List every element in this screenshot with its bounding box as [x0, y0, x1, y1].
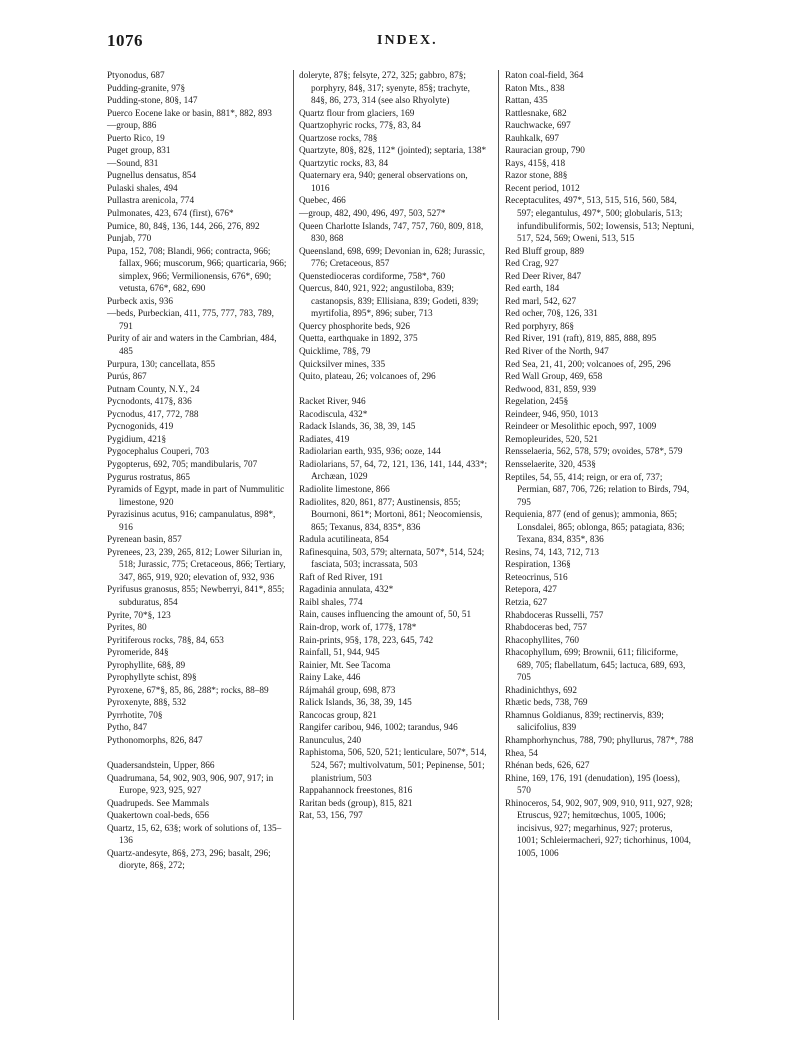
index-entry: Rafinesquina, 503, 579; alternata, 507*, 514, 524; fasciata, 503; incrassata, 503	[299, 547, 485, 571]
index-entry: Rhénan beds, 626, 627	[505, 761, 590, 772]
index-entry: Ptyonodus, 687	[107, 71, 165, 81]
index-entry: Ragadinia annulata, 432*	[299, 585, 394, 596]
index-entry: Red Deer River, 847	[505, 271, 582, 282]
index-entry: Quito, plateau, 26; volcanoes of, 296	[299, 372, 436, 383]
index-entry: —Sound, 831	[107, 158, 159, 169]
column-divider	[293, 70, 294, 1020]
index-entry: Pyrophyllite, 68§, 89	[107, 660, 186, 671]
index-entry: Rhacophyllites, 760	[505, 635, 579, 646]
index-entry: Pygopterus, 692, 705; mandibularis, 707	[107, 459, 258, 470]
index-entry: Pyrenees, 23, 239, 265, 812; Lower Silurian in, 518; Jurassic, 775; Cretaceous, 866; Tertiary, 347, 865, 919, 920; elevation of, 932, 936	[107, 547, 286, 583]
index-entry: Purpura, 130; cancellata, 855	[107, 359, 216, 370]
index-entry: Pyritiferous rocks, 78§, 84, 653	[107, 635, 224, 646]
index-entry: Redwood, 831, 859, 939	[505, 384, 596, 395]
index-entry: Pythonomorphs, 826, 847	[107, 735, 203, 746]
index-entry: Reteocrinus, 516	[505, 572, 568, 583]
index-entry: Radiates, 419	[299, 434, 350, 445]
index-entry: Pyromeride, 84§	[107, 648, 169, 659]
page-header	[107, 31, 737, 51]
index-entry: Ralick Islands, 36, 38, 39, 145	[299, 698, 412, 709]
index-entry: Quartzytic rocks, 83, 84	[299, 158, 389, 169]
index-entry: Pytho, 847	[107, 723, 148, 734]
index-entry: Radiolarians, 57, 64, 72, 121, 136, 141, 144, 433*; Archæan, 1029	[299, 459, 488, 483]
index-entry: Reindeer or Mesolithic epoch, 997, 1009	[505, 422, 657, 433]
index-entry: Retzia, 627	[505, 597, 548, 608]
index-entry: Pyramids of Egypt, made in part of Nummulitic limestone, 920	[107, 485, 285, 508]
index-entry: Queen Charlotte Islands, 747, 757, 760, 809, 818, 830, 868	[299, 221, 484, 245]
index-entry: Quetta, earthquake in 1892, 375	[299, 334, 418, 345]
index-entry: —group, 886	[107, 121, 157, 132]
index-entry: Red Wall Group, 469, 658	[505, 372, 603, 383]
index-entry: Rhadinichthys, 692	[505, 685, 577, 696]
index-entry: Rhea, 54	[505, 748, 538, 759]
index-entry: Pumice, 80, 84§, 136, 144, 266, 276, 892	[107, 221, 260, 232]
index-entry: Quartzose rocks, 78§	[299, 133, 378, 144]
index-entry: Puget group, 831	[107, 146, 171, 157]
index-entry: Rhætic beds, 738, 769	[505, 698, 588, 709]
index-entry: Quartz flour from glaciers, 169	[299, 108, 415, 119]
index-entry: Red ocher, 70§, 126, 331	[505, 309, 598, 320]
index-entry: Rainfall, 51, 944, 945	[299, 648, 380, 659]
index-entry: Pycnogonids, 419	[107, 422, 174, 433]
index-entry: Pycnodus, 417, 772, 788	[107, 409, 199, 420]
index-entry: Rauchwacke, 697	[505, 121, 571, 132]
index-column-1	[107, 70, 290, 873]
index-entry: Rhinoceros, 54, 902, 907, 909, 910, 911, 927, 928; Etruscus, 927; hemitœchus, 1005, 1006; incisivus, 927; megarhinus, 927; proterus, 1001; Schleiermacheri, 927; tichorhinus, 1004, 1005, 1006	[505, 798, 693, 859]
index-entry: Red Sea, 21, 41, 200; volcanoes of, 295, 296	[505, 359, 671, 370]
index-entry: Rat, 53, 156, 797	[299, 811, 363, 822]
running-head: INDEX.	[377, 33, 438, 48]
index-entry: Quartz, 15, 62, 63§; work of solutions of, 135–136	[107, 823, 282, 847]
index-column-2	[299, 70, 488, 823]
index-entry: Rhacophyllum, 699; Brownii, 611; filiciforme, 689, 705; flabellatum, 645; lactuca, 689, 693, 705	[505, 648, 686, 684]
index-entry: Raton Mts., 838	[505, 83, 565, 94]
index-entry: Pygocephalus Couperi, 703	[107, 447, 209, 458]
index-entry: Pyrophyllyte schist, 89§	[107, 673, 197, 684]
index-entry: Putnam County, N.Y., 24	[107, 384, 200, 395]
index-entry: Quercus, 840, 921, 922; angustiloba, 839; castanopsis, 839; Ellisiana, 839; Godeti, 839; myrtifolia, 895*, 896; suber, 713	[299, 284, 479, 320]
index-entry: Razor stone, 88§	[505, 171, 568, 182]
index-entry: Rays, 415§, 418	[505, 158, 566, 169]
index-entry: Quakertown coal-beds, 656	[107, 811, 209, 822]
index-entry: Pyrite, 70*§, 123	[107, 610, 171, 621]
index-entry: doleryte, 87§; felsyte, 272, 325; gabbro, 87§; porphyry, 84§, 317; syenyte, 85§; trachyte, 84§, 86, 273, 314 (see also Rhyolyte)	[299, 71, 470, 107]
column-divider	[498, 70, 499, 1020]
index-entry: Reindeer, 946, 950, 1013	[505, 409, 599, 420]
index-entry: Radiolite limestone, 866	[299, 485, 390, 495]
index-entry: Radiolites, 820, 861, 877; Austinensis, 855; Bournoni, 861*; Mortoni, 861; Neocomiensis, 865; Texanus, 834, 835*, 836	[299, 497, 483, 533]
index-entry: Rain, causes influencing the amount of, 50, 51	[299, 610, 472, 621]
index-entry: Raibl shales, 774	[299, 597, 363, 608]
index-entry: Requienia, 877 (end of genus); ammonia, 865; Lonsdalei, 865; oblonga, 865; patagiata, 836; Texana, 834, 835*, 836	[505, 510, 685, 546]
index-entry: Pyrazisinus acutus, 916; campanulatus, 898*, 916	[107, 510, 276, 533]
index-entry: Red Crag, 927	[505, 259, 559, 270]
index-entry: Pyroxenyte, 88§, 532	[107, 698, 187, 709]
index-entry: Purús, 867	[107, 372, 147, 383]
index-entry: Rattlesnake, 682	[505, 108, 567, 119]
index-entry: Pupa, 152, 708; Blandi, 966; contracta, 966; fallax, 966; muscorum, 966; quarticaria, 966; simplex, 966; Vermilionensis, 676*, 690; vetusta, 676*, 682, 690	[107, 246, 287, 295]
index-entry: Rancocas group, 821	[299, 710, 377, 721]
index-entry: Pyrifusus granosus, 855; Newberryi, 841*, 855; subduratus, 854	[107, 585, 285, 608]
index-column-3	[505, 70, 695, 860]
index-entry: Pygurus rostratus, 865	[107, 472, 190, 483]
index-entry: Regelation, 245§	[505, 397, 569, 408]
index-entry: Reptiles, 54, 55, 414; reign, or era of, 737; Permian, 687, 706, 726; relation to Birds, 794, 795	[505, 472, 690, 508]
index-entry: Remopleurides, 520, 521	[505, 434, 599, 445]
index-entry: Quartzophyric rocks, 77§, 83, 84	[299, 121, 422, 132]
index-entry: Retepora, 427	[505, 585, 557, 596]
index-entry: Quenstedioceras cordiforme, 758*, 760	[299, 271, 446, 282]
index-entry: Pycnodonts, 417§, 836	[107, 397, 192, 408]
index-entry: Raft of Red River, 191	[299, 572, 384, 583]
index-entry: Purbeck axis, 936	[107, 296, 174, 307]
index-entry: Quicklime, 78§, 79	[299, 347, 371, 358]
index-entry: Resins, 74, 143, 712, 713	[505, 547, 600, 558]
index-entry: Rappahannock freestones, 816	[299, 786, 413, 797]
index-entry: Red River, 191 (raft), 819, 885, 888, 895	[505, 334, 657, 345]
index-entry: Pyrites, 80	[107, 623, 147, 634]
index-entry: Red earth, 184	[505, 284, 560, 295]
index-entry: Receptaculites, 497*, 513, 515, 516, 560, 584, 597; elegantulus, 497*, 500; globularis, 513; infundibuliformis, 502; Iowensis, 513; Neptuni, 517, 524, 569; Oweni, 513, 515	[505, 196, 695, 245]
index-entry: Rauracian group, 790	[505, 146, 585, 157]
index-entry: Ranunculus, 240	[299, 735, 362, 746]
index-entry: —group, 482, 490, 496, 497, 503, 527*	[299, 209, 446, 220]
index-entry: Punjab, 770	[107, 234, 152, 245]
index-entry: Purity of air and waters in the Cambrian, 484, 485	[107, 334, 277, 358]
index-entry: Recent period, 1012	[505, 183, 580, 194]
index-entry: Pyrrhotite, 70§	[107, 710, 163, 721]
index-entry: Rhabdoceras Russelli, 757	[505, 610, 604, 621]
index-entry: Rangifer caribou, 946, 1002; tarandus, 946	[299, 723, 458, 734]
index-entry: Quadersandstein, Upper, 866	[107, 761, 215, 772]
index-entry: Rensselaerite, 320, 453§	[505, 459, 596, 470]
index-entry: Rauhkalk, 697	[505, 133, 559, 144]
index-entry: Rhamphorhynchus, 788, 790; phyllurus, 787*, 788	[505, 735, 694, 746]
index-entry: Rainy Lake, 446	[299, 673, 361, 684]
index-entry: Rhabdoceras bed, 757	[505, 623, 587, 634]
index-entry: Pyrenean basin, 857	[107, 535, 182, 546]
index-entry: Pygidium, 421§	[107, 434, 167, 445]
index-entry: Rain-drop, work of, 177§, 178*	[299, 623, 417, 634]
index-entry: Radack Islands, 36, 38, 39, 145	[299, 422, 416, 433]
index-entry: Pudding-granite, 97§	[107, 83, 186, 94]
index-entry: Pyroxene, 67*§, 85, 86, 288*; rocks, 88–89	[107, 685, 269, 696]
index-entry: Red River of the North, 947	[505, 347, 609, 358]
index-entry: Quartz-andesyte, 86§, 273, 296; basalt, 296; dioryte, 86§, 272;	[107, 848, 271, 872]
index-entry: Quebec, 466	[299, 196, 346, 207]
index-entry: Raton coal-field, 364	[505, 71, 584, 81]
page-number: 1076	[107, 31, 143, 50]
index-entry: Quaternary era, 940; general observations on, 1016	[299, 171, 468, 194]
index-entry: Red marl, 542, 627	[505, 296, 577, 307]
index-entry: Queensland, 698, 699; Devonian in, 628; Jurassic, 776; Cretaceous, 857	[299, 246, 485, 270]
index-entry: Quartzyte, 80§, 82§, 112* (jointed); septaria, 138*	[299, 146, 487, 157]
index-entry: Pugnellus densatus, 854	[107, 171, 197, 182]
index-entry: Puerto Rico, 19	[107, 133, 165, 144]
index-entry: Respiration, 136§	[505, 560, 571, 571]
index-entry: Rhine, 169, 176, 191 (denudation), 195 (loess), 570	[505, 773, 680, 797]
index-entry: Red Bluff group, 889	[505, 246, 584, 257]
index-entry: Quadrupeds. See Mammals	[107, 798, 209, 809]
index-entry: Radiolarian earth, 935, 936; ooze, 144	[299, 447, 441, 458]
index-entry: Racket River, 946	[299, 397, 366, 408]
index-entry: Racodiscula, 432*	[299, 409, 368, 420]
index-entry: Pulaski shales, 494	[107, 183, 178, 194]
index-entry: Quercy phosphorite beds, 926	[299, 321, 410, 332]
index-entry: Rainier, Mt. See Tacoma	[299, 660, 391, 671]
index-entry: Rattan, 435	[505, 96, 548, 107]
index-entry: Pulmonates, 423, 674 (first), 676*	[107, 209, 234, 220]
index-entry: Pudding-stone, 80§, 147	[107, 96, 198, 107]
index-entry: Pullastra arenicola, 774	[107, 196, 195, 207]
index-entry: —beds, Purbeckian, 411, 775, 777, 783, 789, 791	[107, 309, 274, 332]
index-entry: Radula acutilineata, 854	[299, 535, 389, 546]
index-entry: Quicksilver mines, 335	[299, 359, 386, 370]
index-entry: Rensselaeria, 562, 578, 579; ovoides, 578*, 579	[505, 447, 683, 458]
index-entry: Puerco Eocene lake or basin, 881*, 882, 893	[107, 108, 272, 119]
index-entry: Quadrumana, 54, 902, 903, 906, 907, 917; in Europe, 923, 925, 927	[107, 773, 274, 797]
index-entry: Raritan beds (group), 815, 821	[299, 798, 413, 809]
index-entry: Red porphyry, 86§	[505, 321, 575, 332]
index-entry: Rain-prints, 95§, 178, 223, 645, 742	[299, 635, 434, 646]
index-entry: Rhamnus Goldianus, 839; rectinervis, 839; salicifolius, 839	[505, 710, 664, 734]
index-entry: Rájmahál group, 698, 873	[299, 685, 396, 696]
index-entry: Raphistoma, 506, 520, 521; lenticulare, 507*, 514, 524, 567; multivolvatum, 501; Pepinense, 501; planistrium, 503	[299, 748, 487, 784]
